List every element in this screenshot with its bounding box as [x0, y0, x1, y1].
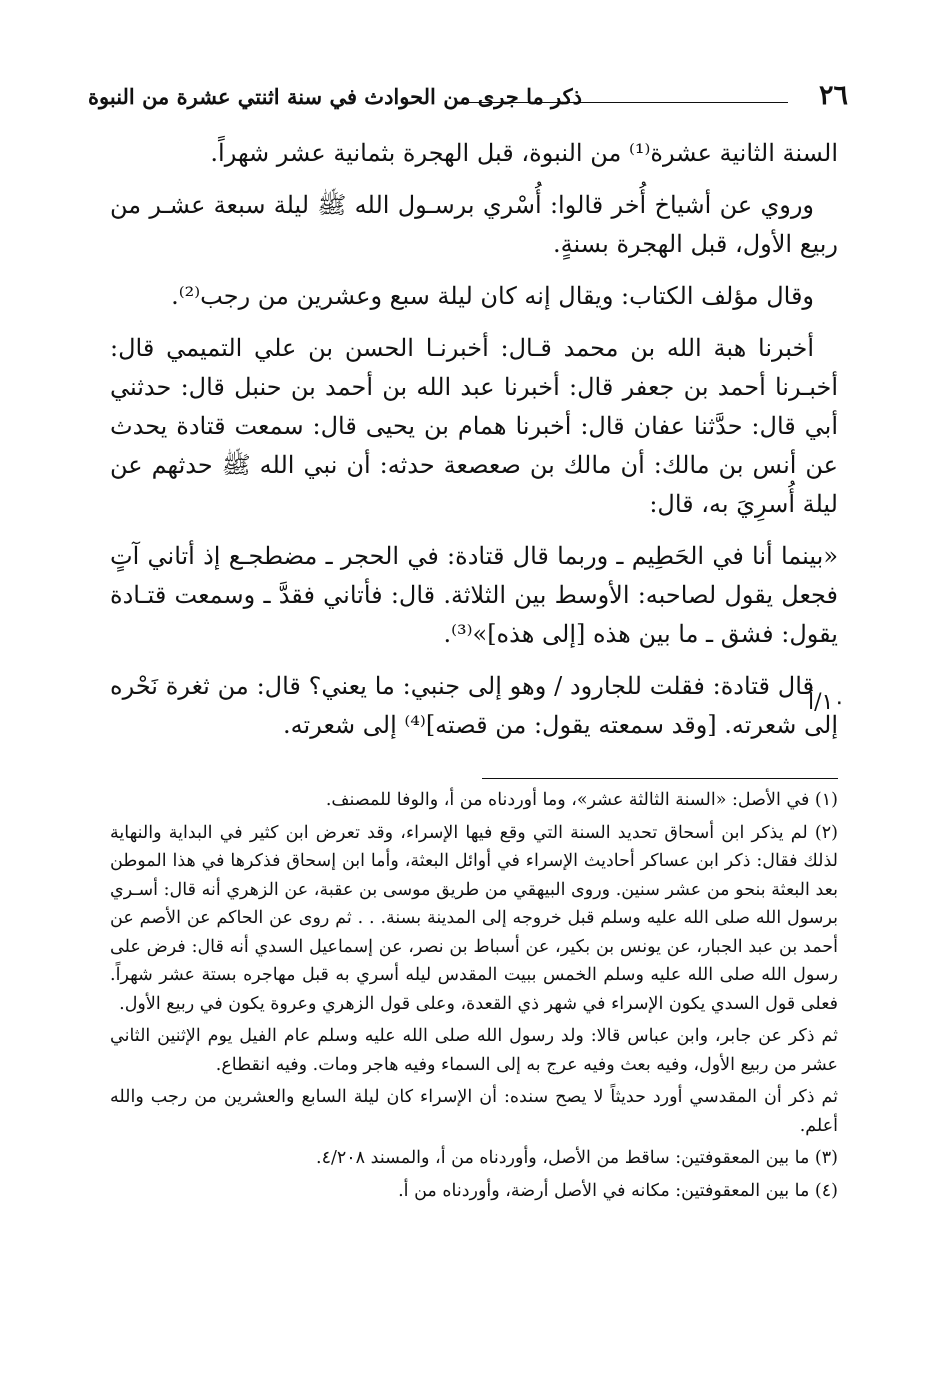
- footnote-2-continued: ثم ذكر عن جابر، وابن عباس قالا: ولد رسول الله صلى الله عليه وسلم عام الفيل يوم الإثنين الثاني عشر من ربيع الأول، وفيه بعث وفيه عرج به إلى السماء وفيه هاجر ومات. وفيه انقطاع.: [110, 1026, 838, 1075]
- running-head: ذكر ما جرى من الحوادث في سنة اثنتي عشرة من النبوة: [88, 84, 582, 109]
- paragraph-isnad: أخبرنا هبة الله بن محمد قـال: أخبرنـا الحسن بن علي التميمي قال: أخبـرنا أحمد بن جعفر قال: أخبرنا عبد الله بن أحمد بن حنبل قال: حدثني أبي قال: حدَّثنا عفان قال: أخبرنا همام بن يحيى قال: سمعت قتادة يحدث عن أنس بن مالك: أن مالك بن صعصعة حدثه: أن نبي الله ﷺ حدثهم عن ليلة أُسرِيَ به، قال:: [110, 334, 838, 518]
- page-header: [88, 78, 848, 118]
- footnote-2: (٢) لم يذكر ابن أسحاق تحديد السنة التي وقع فيها الإسراء، وقد تعرض ابن كثير في البداية والنهاية لذلك فقال: ذكر ابن عساكر أحاديث الإسراء في أوائل البعثة، وأما ابن إسحاق فذكرها في هذا الموطن بعد البعثة بنحو من عشر سنين. وروى البيهقي من طريق موسى بن عقبة، عن الزهري أنه قال: أسـري برسول الله صلى الله عليه وسلم قبل خروجه إلى المدينة بسنة. . . ثم روى عن الحاكم عن الأصم عن أحمد بن عبد الجبار، عن يونس بن بكير، عن أسباط بن نصر، عن إسماعيل السدي أنه قال: فرض على رسول الله صلى الله عليه وسلم الخمس ببيت المقدس ليله أسري به قبل مهاجره بستة عشر شهراً. فعلى قول السدي يكون الإسراء في شهر ذي القعدة، وعلى قول الزهري وعروة يكون في ربيع الأول.: [110, 822, 838, 1014]
- footnotes: [110, 786, 838, 1209]
- page-number: ٢٦: [818, 80, 848, 111]
- paragraph-hadith: «بينما أنا في الحَطِيم ـ وربما قال قتادة: في الحجر ـ مضطجـع إذ أتاني آتٍ فجعل يقول لصاحبه: الأوسط بين الثلاثة. قال: فأتاني فقدَّ ـ وسمعت قتـادة يقول: فشق ـ ما بين هذه [إلى هذه]»⁽³⁾.: [110, 542, 838, 648]
- main-text: [110, 134, 838, 758]
- margin-folio-note: ١٠/أ: [808, 690, 846, 715]
- footnote-4: (٤) ما بين المعقوفتين: مكانه في الأصل أرضة، وأوردناه من أ.: [398, 1180, 838, 1201]
- paragraph-qatada: قال قتادة: فقلت للجارود / وهو إلى جنبي: ما يعني؟ قال: من ثغرة نَحْره إلى شعرته. [وقد سمعته يقول: من قصته]⁽⁴⁾ إلى شعرته.: [110, 672, 838, 739]
- paragraph-author: وقال مؤلف الكتاب: ويقال إنه كان ليلة سبع وعشرين من رجب⁽²⁾.: [171, 282, 814, 310]
- footnote-2-end: ثم ذكر أن المقدسي أورد حديثاً لا يصح سنده: أن الإسراء كان ليلة السابع والعشرين من رجب والله أعلم.: [110, 1087, 838, 1136]
- footnote-rule: [482, 778, 838, 779]
- footnote-1: (١) في الأصل: «السنة الثالثة عشر»، وما أوردناه من أ، والوفا للمصنف.: [325, 790, 838, 810]
- paragraph-year: السنة الثانية عشرة⁽¹⁾ من النبوة، قبل الهجرة بثمانية عشر شهراً.: [210, 139, 838, 167]
- paragraph-elders: وروي عن أشياخ أُخر قالوا: أُسْري برسـول الله ﷺ ليلة سبعة عشـر من ربيع الأول، قبل الهجرة بسنةٍ.: [110, 191, 838, 258]
- footnote-3: (٣) ما بين المعقوفتين: ساقط من الأصل، وأوردناه من أ، والمسند ٤/٢٠٨.: [316, 1148, 838, 1168]
